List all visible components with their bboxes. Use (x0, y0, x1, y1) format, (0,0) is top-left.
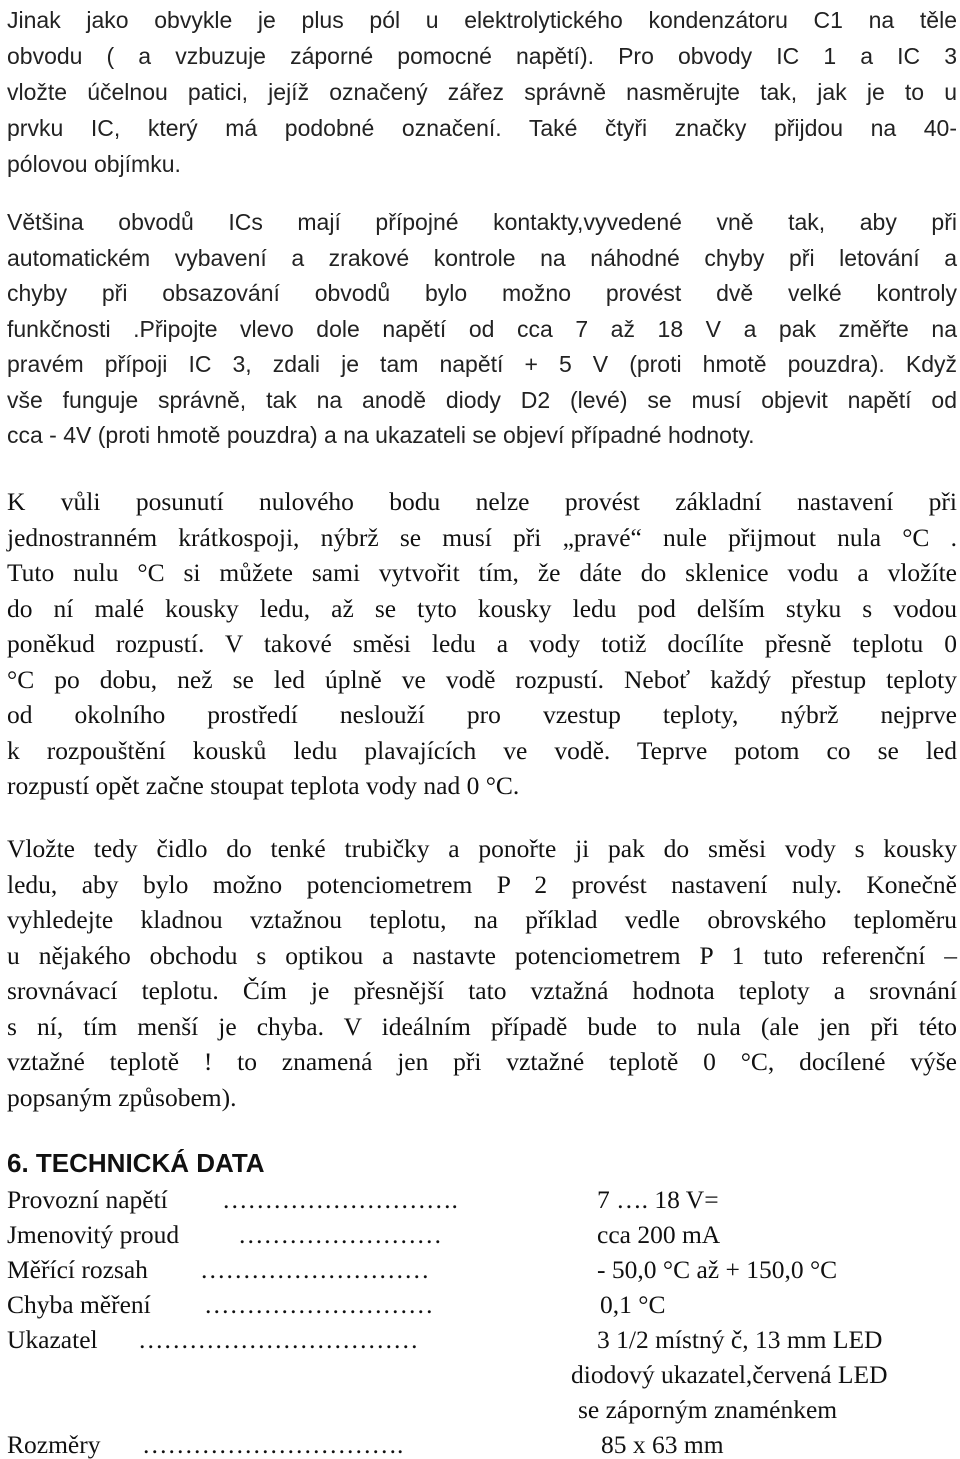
spec-label: Měřící rozsah (7, 1255, 148, 1284)
text-line: od okolního prostředí neslouží pro vzestup teploty, nýbrž nejprve (7, 700, 957, 729)
text-line: jednostranném krátkospoji, nýbrž se musí při „pravé“ nule přijmout nula °C . (7, 522, 957, 552)
spec-value-continued: se záporným znaménkem (578, 1395, 838, 1424)
spec-leader-dots: ……………………… (204, 1290, 434, 1319)
paragraph-4 (7, 831, 957, 1115)
spec-value: 3 1/2 místný č, 13 mm LED (597, 1325, 883, 1354)
spec-leader-dots: …………………… (238, 1220, 442, 1249)
spec-value: 0,1 °C (600, 1290, 666, 1319)
text-line: Jinak jako obvykle je plus pól u elektrolytického kondenzátoru C1 na těle (7, 7, 957, 33)
text-line: rozpustí opět začne stoupat teplota vody nad 0 °C. (7, 771, 520, 800)
section-heading: 6. TECHNICKÁ DATA (7, 1148, 265, 1178)
text-line: u nějakého obchodu s optikou a nastavte potenciometrem P 1 tuto referenční – (7, 940, 957, 970)
paragraph-3 (7, 484, 957, 804)
spec-label: Rozměry (7, 1430, 101, 1459)
text-line: K vůli posunutí nulového bodu nelze provést základní nastavení při (7, 487, 957, 516)
text-line: chyby při obsazování obvodů bylo možno provést dvě velké kontroly (7, 280, 957, 306)
text-line: vložte účelnou patici, jejíž označený zářez správně nasměrujte tak, jak je to u (7, 79, 957, 105)
text-line: ledu, aby bylo možno potenciometrem P 2 provést nastavení nuly. Konečně (7, 869, 957, 899)
text-line: k rozpouštění kousků ledu plavajících ve vodě. Teprve potom co se led (7, 735, 957, 765)
spec-leader-dots: ……………………… (200, 1255, 430, 1284)
text-line: obvodu ( a vzbuzuje záporné pomocné napětí). Pro obvody IC 1 a IC 3 (7, 43, 957, 69)
text-line: Většina obvodů ICs mají přípojné kontakty,vyvedené vně tak, aby při (7, 209, 957, 235)
text-line: Tuto nulu °C si můžete sami vytvořit tím, že dáte do sklenice vodu a vložíte (7, 558, 957, 587)
text-line: s ní, tím menší je chyba. V ideálním případě bude to nula (ale jen při této (7, 1011, 957, 1041)
spec-leader-dots: ………………………. (222, 1185, 458, 1214)
spec-label: Chyba měření (7, 1290, 151, 1319)
text-line: poněkud rozpustí. V takové směsi ledu a vody totiž docílíte přesně teplotu 0 (7, 629, 957, 658)
spec-label: Provozní napětí (7, 1185, 168, 1214)
text-line: vše funguje správně, tak na anodě diody D2 (levé) se musí objevit napětí od (7, 386, 957, 413)
text-line: do ní malé kousky ledu, až se tyto kousky ledu pod delším styku s vodou (7, 593, 957, 623)
spec-leader-dots: …………………………. (142, 1430, 404, 1459)
spec-label: Jmenovitý proud (7, 1220, 180, 1249)
spec-value: cca 200 mA (597, 1220, 721, 1249)
text-line: Vložte tedy čidlo do tenké trubičky a ponořte ji pak do směsi vody s kousky (7, 834, 957, 863)
paragraph-1 (7, 2, 957, 182)
text-line: srovnávací teplotu. Čím je přesnější tato vztažná hodnota teploty a srovnání (7, 976, 957, 1005)
spec-value-continued: diodový ukazatel,červená LED (571, 1360, 888, 1389)
text-line: vztažné teplotě ! to znamená jen při vztažné teplotě 0 °C, docílené výše (7, 1047, 957, 1076)
text-line: pravém přípoji IC 3, zdali je tam napětí + 5 V (proti hmotě pouzdra). Když (7, 351, 957, 377)
text-line: popsaným způsobem). (7, 1082, 237, 1112)
paragraph-2 (7, 205, 957, 454)
text-line: prvku IC, který má podobné označení. Také čtyři značky přijdou na 40- (7, 115, 957, 141)
spec-value: 85 x 63 mm (601, 1430, 724, 1459)
spec-value: 7 …. 18 V= (597, 1185, 719, 1214)
spec-value: - 50,0 °C až + 150,0 °C (597, 1255, 838, 1284)
text-line: cca - 4V (proti hmotě pouzdra) a na ukazateli se objeví případné hodnoty. (7, 422, 755, 448)
text-line: funkčnosti .Připojte vlevo dole napětí od cca 7 až 18 V a pak změřte na (7, 315, 957, 342)
text-line: vyhledejte kladnou vztažnou teplotu, na příklad vedle obrovského teploměru (7, 905, 957, 934)
text-line: °C po dobu, než se led úplně ve vodě rozpustí. Neboť každý přestup teploty (7, 664, 957, 694)
text-line: automatickém vybavení a zrakové kontrole na náhodné chyby při letování a (7, 244, 957, 271)
spec-leader-dots: …………………………… (138, 1325, 419, 1354)
text-line: pólovou objímku. (7, 151, 181, 177)
spec-label: Ukazatel (7, 1325, 98, 1354)
